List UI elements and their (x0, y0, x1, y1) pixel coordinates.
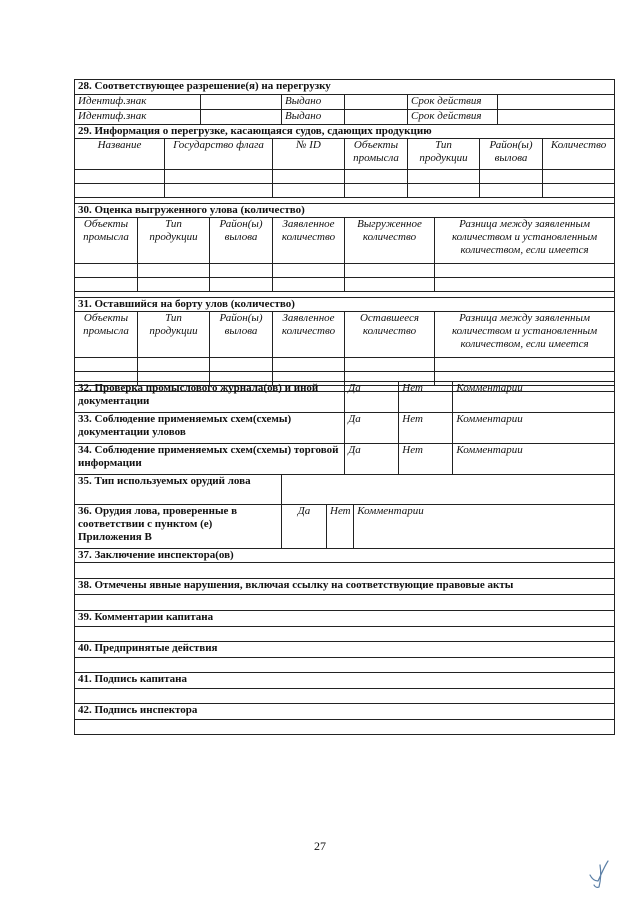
col-header-declared-quantity: Заявленное количество (273, 312, 345, 358)
table-cell[interactable] (435, 358, 615, 372)
yes-label: Да (345, 444, 399, 475)
table-cell[interactable] (75, 278, 138, 292)
gear-type-value-cell[interactable] (282, 475, 615, 505)
signature-cell[interactable] (75, 689, 615, 704)
col-header-offloaded-quantity: Выгруженное количество (345, 218, 435, 264)
check-row (75, 444, 615, 475)
table-cell[interactable] (75, 264, 138, 278)
section-34-title: 34. Соблюдение применяемых схем(схемы) торговой информации (75, 444, 345, 475)
comments-label: Комментарии (453, 444, 615, 475)
table-cell[interactable] (75, 170, 165, 184)
issued-label: Выдано (282, 95, 345, 110)
section-31-title: 31. Оставшийся на борту улов (количество) (75, 298, 615, 312)
validity-value-cell[interactable] (498, 110, 615, 125)
section-36-title: 36. Орудия лова, проверенные в соответствии с пунктом (е) Приложения В (75, 505, 282, 549)
initials-mark-icon (586, 857, 610, 891)
table-cell[interactable] (210, 358, 273, 372)
authorization-row (75, 110, 615, 125)
gear-type-row (75, 475, 615, 505)
comments-label: Комментарии (354, 505, 615, 549)
text-entry-cell[interactable] (75, 563, 615, 579)
id-label: Идентиф.знак (75, 95, 201, 110)
text-entry-cell[interactable] (75, 658, 615, 673)
check-row (75, 505, 615, 549)
table-cell[interactable] (480, 170, 543, 184)
comments-label: Комментарии (453, 382, 615, 413)
validity-label: Срок действия (408, 95, 498, 110)
no-label: Нет (399, 413, 453, 444)
col-header-flag-state: Государство флага (165, 139, 273, 170)
section-41-title: 41. Подпись капитана (75, 673, 615, 689)
section-28-title: 28. Соответствующее разрешение(я) на перегрузку (75, 80, 615, 95)
col-header-species: Объекты промысла (75, 312, 138, 358)
table-cell[interactable] (273, 358, 345, 372)
form-table-top (74, 79, 615, 392)
col-header-difference: Разница между заявленным количеством и установленным количеством, если имеется (435, 218, 615, 264)
table-cell[interactable] (75, 358, 138, 372)
table-header-row (75, 139, 615, 170)
yes-label: Да (345, 413, 399, 444)
issued-value-cell[interactable] (345, 95, 408, 110)
table-cell[interactable] (273, 264, 345, 278)
table-row (75, 264, 615, 278)
authorization-row (75, 95, 615, 110)
table-cell[interactable] (435, 264, 615, 278)
col-header-species: Объекты промысла (75, 218, 138, 264)
col-header-catch-area: Район(ы) вылова (210, 218, 273, 264)
yes-label: Да (282, 505, 327, 549)
text-entry-cell[interactable] (75, 595, 615, 611)
table-row (75, 278, 615, 292)
signature-cell[interactable] (75, 720, 615, 735)
page-number: 27 (314, 839, 326, 853)
table-cell[interactable] (480, 184, 543, 198)
table-cell[interactable] (543, 184, 615, 198)
table-cell[interactable] (138, 264, 210, 278)
section-32-title: 32. Проверка промыслового журнала(ов) и иной документации (75, 382, 345, 413)
col-header-name: Название (75, 139, 165, 170)
table-cell[interactable] (345, 264, 435, 278)
table-cell[interactable] (273, 170, 345, 184)
col-header-product-type: Тип продукции (138, 312, 210, 358)
table-row (75, 358, 615, 372)
id-value-cell[interactable] (201, 110, 282, 125)
table-cell[interactable] (138, 358, 210, 372)
table-cell[interactable] (345, 278, 435, 292)
no-label: Нет (399, 444, 453, 475)
col-header-product-type: Тип продукции (138, 218, 210, 264)
table-cell[interactable] (210, 264, 273, 278)
table-cell[interactable] (345, 358, 435, 372)
table-row (75, 184, 615, 198)
table-cell[interactable] (273, 278, 345, 292)
col-header-retained-quantity: Оставшееся количество (345, 312, 435, 358)
section-29-title: 29. Информация о перегрузке, касающаяся судов, сдающих продукцию (75, 125, 615, 139)
table-cell[interactable] (435, 278, 615, 292)
col-header-catch-area: Район(ы) вылова (480, 139, 543, 170)
section-39-title: 39. Комментарии капитана (75, 611, 615, 627)
table-cell[interactable] (345, 184, 408, 198)
col-header-product-type: Тип продукции (408, 139, 480, 170)
table-cell[interactable] (408, 184, 480, 198)
section-40-title: 40. Предпринятые действия (75, 642, 615, 658)
id-label: Идентиф.знак (75, 110, 201, 125)
table-cell[interactable] (345, 170, 408, 184)
table-cell[interactable] (75, 184, 165, 198)
table-header-row (75, 312, 615, 358)
table-row (75, 170, 615, 184)
validity-label: Срок действия (408, 110, 498, 125)
col-header-difference: Разница между заявленным количеством и установленным количеством, если имеется (435, 312, 615, 358)
table-cell[interactable] (408, 170, 480, 184)
no-label: Нет (399, 382, 453, 413)
col-header-catch-area: Район(ы) вылова (210, 312, 273, 358)
section-38-title: 38. Отмечены явные нарушения, включая ссылку на соответствующие правовые акты (75, 579, 615, 595)
table-cell[interactable] (543, 170, 615, 184)
yes-label: Да (345, 382, 399, 413)
table-cell[interactable] (138, 278, 210, 292)
col-header-species: Объекты промысла (345, 139, 408, 170)
form-table-bottom (74, 381, 615, 735)
col-header-declared-quantity: Заявленное количество (273, 218, 345, 264)
col-header-quantity: Количество (543, 139, 615, 170)
id-value-cell[interactable] (201, 95, 282, 110)
table-cell[interactable] (273, 184, 345, 198)
comments-label: Комментарии (453, 413, 615, 444)
section-30-title: 30. Оценка выгруженного улова (количество) (75, 204, 615, 218)
validity-value-cell[interactable] (498, 95, 615, 110)
no-label: Нет (327, 505, 354, 549)
table-cell[interactable] (165, 170, 273, 184)
issued-value-cell[interactable] (345, 110, 408, 125)
section-35-title: 35. Тип используемых орудий лова (75, 475, 282, 505)
section-37-title: 37. Заключение инспектора(ов) (75, 549, 615, 563)
table-cell[interactable] (165, 184, 273, 198)
check-row (75, 413, 615, 444)
issued-label: Выдано (282, 110, 345, 125)
col-header-id: № ID (273, 139, 345, 170)
section-33-title: 33. Соблюдение применяемых схем(схемы) документации уловов (75, 413, 345, 444)
check-row (75, 382, 615, 413)
table-header-row (75, 218, 615, 264)
text-entry-cell[interactable] (75, 627, 615, 642)
section-42-title: 42. Подпись инспектора (75, 704, 615, 720)
table-cell[interactable] (210, 278, 273, 292)
